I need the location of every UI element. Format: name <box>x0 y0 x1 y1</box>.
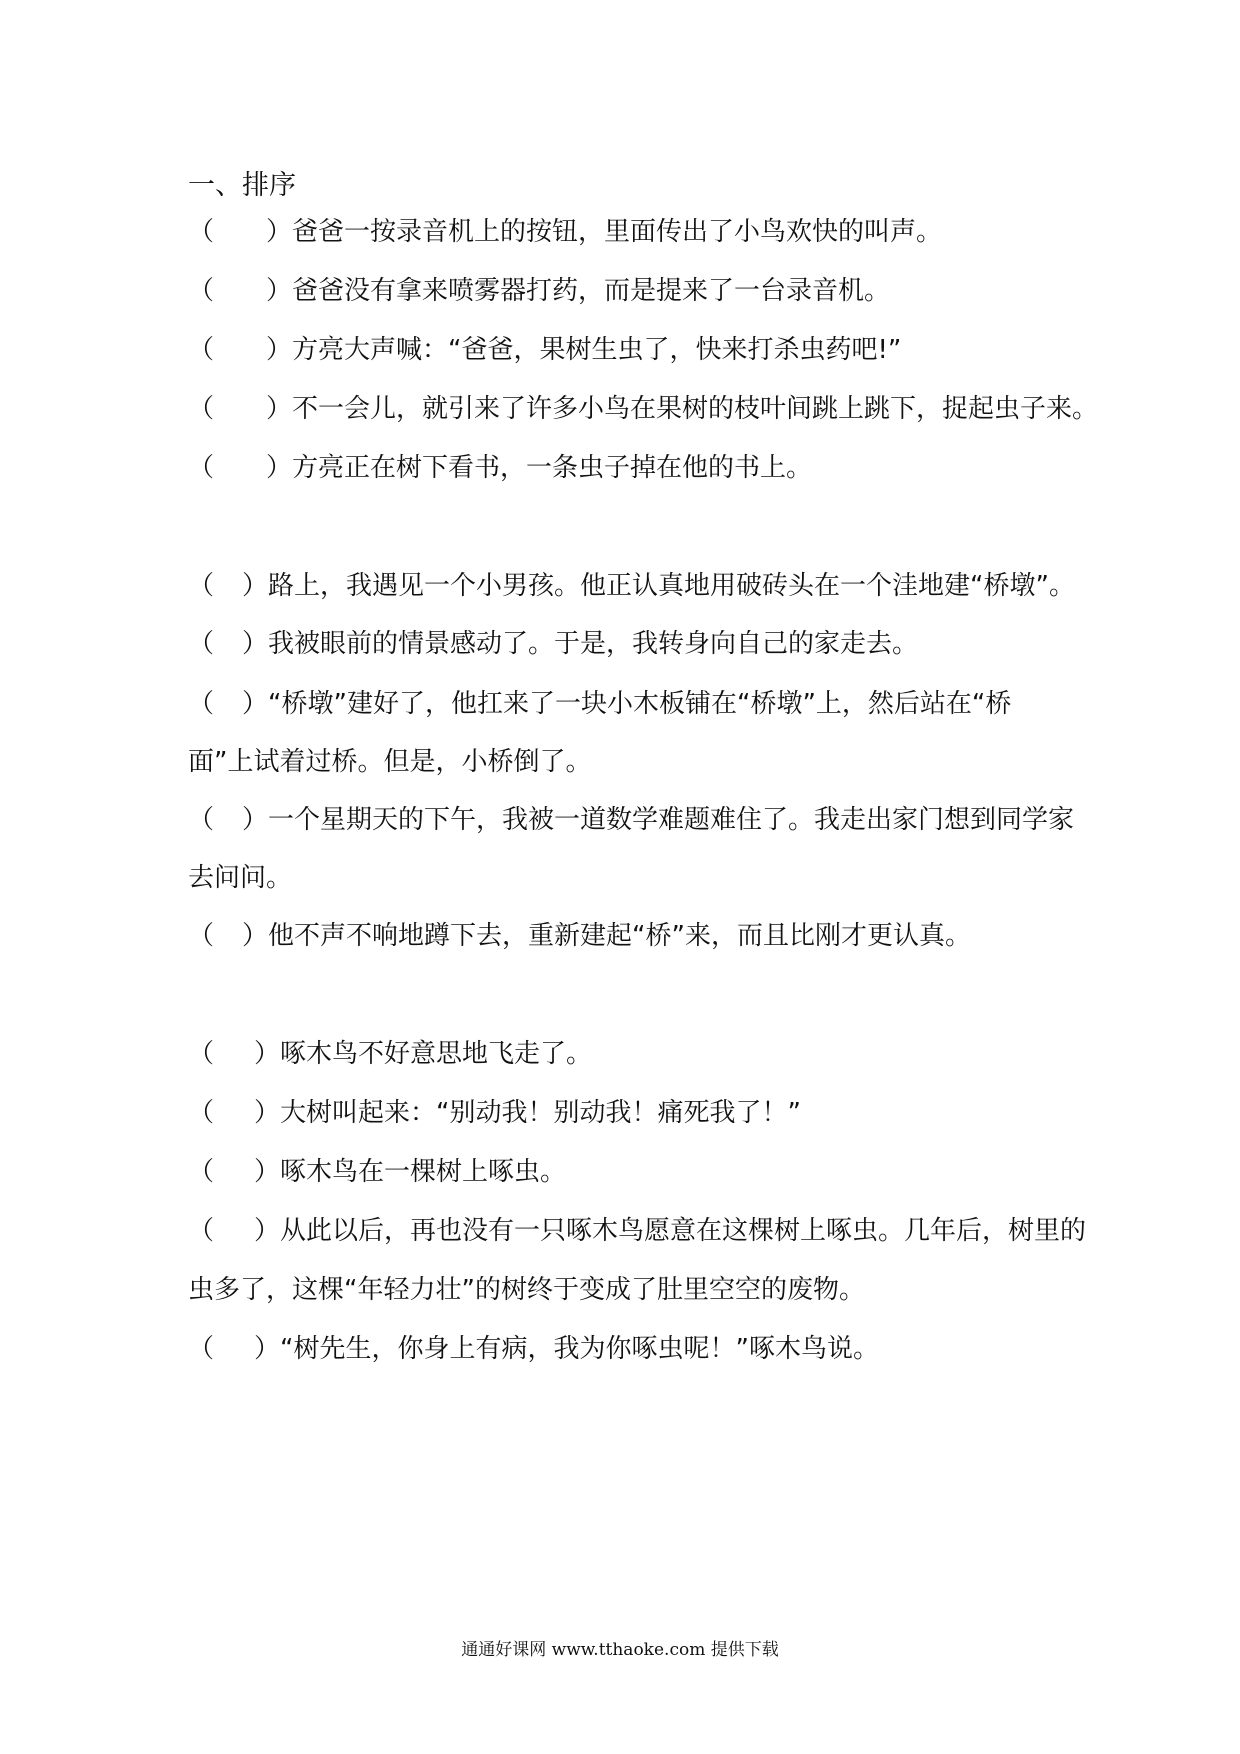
footer-source-text: 通通好课网 www.tthaoke.com 提供下载 <box>461 1640 779 1660</box>
group2-item-1 <box>188 566 1075 606</box>
group1-item-3 <box>188 330 901 370</box>
sentence-text: “树先生，你身上有病，我为你啄虫呢！”啄木鸟说。 <box>280 1334 879 1364</box>
group2-item-3 <box>188 684 1011 724</box>
answer-blank[interactable]: （ ） <box>188 276 293 306</box>
answer-blank[interactable]: （ ） <box>188 921 269 951</box>
group1-item-2 <box>188 271 890 311</box>
section-heading: 一、排序 <box>188 170 296 201</box>
sentence-text: 从此以后，再也没有一只啄木鸟愿意在这棵树上啄虫。几年后，树里的 <box>280 1216 1087 1246</box>
sentence-text: “桥墩”建好了，他扛来了一块小木板铺在“桥墩”上，然后站在“桥 <box>268 689 1012 719</box>
group3-item-3 <box>188 1152 566 1192</box>
group1-item-1 <box>188 212 942 252</box>
group2-item-2 <box>188 624 918 664</box>
sentence-text: 他不声不响地蹲下去，重新建起“桥”来，而且比刚才更认真。 <box>268 921 971 951</box>
sentence-text: 爸爸没有拿来喷雾器打药，而是提来了一台录音机。 <box>292 276 891 306</box>
sentence-text: 方亮大声喊：“爸爸，果树生虫了，快来打杀虫药吧!” <box>292 335 902 365</box>
sentence-text: 一个星期天的下午，我被一道数学难题难住了。我走出家门想到同学家 <box>268 805 1075 835</box>
answer-blank[interactable]: （ ） <box>188 1039 281 1069</box>
answer-blank[interactable]: （ ） <box>188 1098 281 1128</box>
answer-blank[interactable]: （ ） <box>188 453 293 483</box>
group3-item-4 <box>188 1211 1086 1251</box>
answer-blank[interactable]: （ ） <box>188 1334 281 1364</box>
answer-blank[interactable]: （ ） <box>188 571 269 601</box>
group3-item-4-continuation: 虫多了，这棵“年轻力壮”的树终于变成了肚里空空的废物。 <box>188 1275 865 1305</box>
group1-item-5 <box>188 448 812 488</box>
answer-blank[interactable]: （ ） <box>188 689 269 719</box>
sentence-text: 爸爸一按录音机上的按钮，里面传出了小鸟欢快的叫声。 <box>292 217 943 247</box>
group3-item-2 <box>188 1093 801 1133</box>
group3-item-5 <box>188 1329 879 1369</box>
group2-item-4-continuation: 去问问。 <box>188 863 293 893</box>
answer-blank[interactable]: （ ） <box>188 394 293 424</box>
answer-blank[interactable]: （ ） <box>188 1157 281 1187</box>
answer-blank[interactable]: （ ） <box>188 217 293 247</box>
sentence-text: 方亮正在树下看书，一条虫子掉在他的书上。 <box>292 453 813 483</box>
sentence-text: 我被眼前的情景感动了。于是，我转身向自己的家走去。 <box>268 629 919 659</box>
sentence-text: 大树叫起来：“别动我！别动我！痛死我了！” <box>280 1098 801 1128</box>
sentence-text: 不一会儿，就引来了许多小鸟在果树的枝叶间跳上跳下，捉起虫子来。 <box>292 394 1099 424</box>
group2-item-4 <box>188 800 1074 840</box>
group2-item-5 <box>188 916 971 956</box>
group2-item-3-continuation: 面”上试着过桥。但是，小桥倒了。 <box>188 747 592 777</box>
answer-blank[interactable]: （ ） <box>188 335 293 365</box>
sentence-text: 啄木鸟不好意思地飞走了。 <box>280 1039 593 1069</box>
group3-item-1 <box>188 1034 592 1074</box>
answer-blank[interactable]: （ ） <box>188 629 269 659</box>
answer-blank[interactable]: （ ） <box>188 805 269 835</box>
sentence-text: 路上，我遇见一个小男孩。他正认真地用破砖头在一个洼地建“桥墩”。 <box>268 571 1075 601</box>
answer-blank[interactable]: （ ） <box>188 1216 281 1246</box>
group1-item-4 <box>188 389 1098 429</box>
sentence-text: 啄木鸟在一棵树上啄虫。 <box>280 1157 567 1187</box>
